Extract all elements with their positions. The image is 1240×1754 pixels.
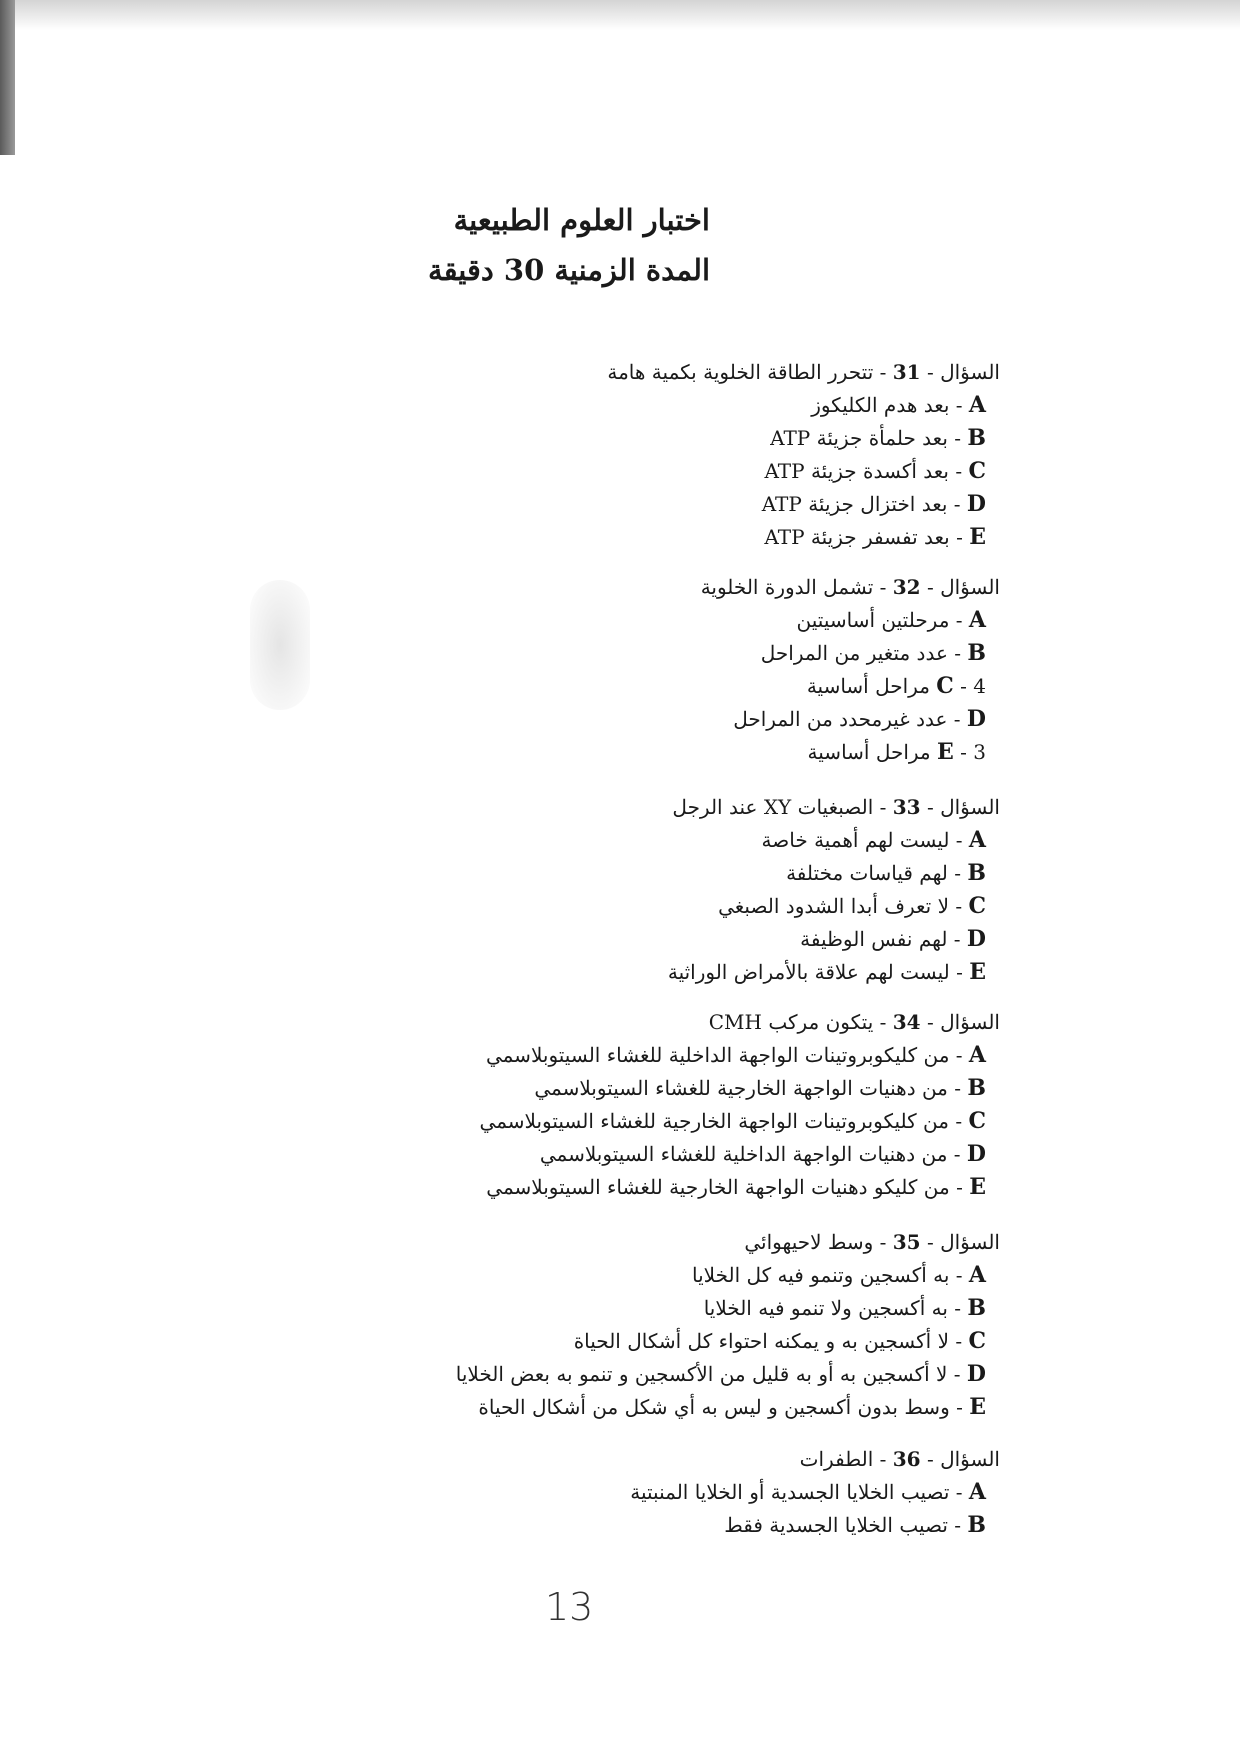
option-d[interactable]: D - بعد اختزال جزيئة ATP (761, 491, 986, 517)
option-b[interactable]: B - من دهنيات الواجهة الخارجية للغشاء السيتوبلاسمي (534, 1075, 986, 1101)
question-stem: السؤال - 32 - تشمل الدورة الخلوية (700, 575, 1000, 599)
option-c[interactable]: C - لا تعرف أبدا الشدود الصبغي (718, 893, 986, 919)
option-d[interactable]: D - لهم نفس الوظيفة (800, 926, 986, 952)
option-e[interactable]: E - وسط بدون أكسجين و ليس به أي شكل من أشكال الحياة (478, 1394, 986, 1420)
question-number: 36 (892, 1447, 921, 1471)
option-c[interactable]: C - بعد أكسدة جزيئة ATP (764, 458, 986, 484)
scan-top-edge (0, 0, 1240, 30)
option-b[interactable]: B - لهم قياسات مختلفة (786, 860, 986, 886)
question-number: 33 (892, 795, 921, 819)
question-stem: السؤال - 31 - تتحرر الطاقة الخلوية بكمية هامة (607, 360, 1000, 384)
option-a[interactable]: A - ليست لهم أهمية خاصة (761, 827, 986, 853)
question-stem: السؤال - 33 - الصبغيات XY عند الرجل (672, 795, 1000, 819)
option-b[interactable]: B - بعد حلمأة جزيئة ATP (770, 425, 986, 451)
option-a[interactable]: A - من كليكوبروتينات الواجهة الداخلية للغشاء السيتوبلاسمي (485, 1042, 986, 1068)
question-31 (607, 355, 1000, 554)
option-a[interactable]: A - به أكسجين وتنمو فيه كل الخلايا (691, 1262, 986, 1288)
question-33 (668, 790, 1000, 989)
option-c[interactable]: C - لا أكسجين به و يمكنه احتواء كل أشكال الحياة (573, 1328, 986, 1354)
question-34 (480, 1005, 1000, 1204)
question-number: 34 (892, 1010, 921, 1034)
option-e[interactable]: E - 3 مراحل أساسية (807, 739, 986, 765)
option-e[interactable]: E - ليست لهم علاقة بالأمراض الوراثية (667, 959, 986, 985)
option-b[interactable]: B - تصيب الخلايا الجسدية فقط (724, 1512, 986, 1538)
option-b[interactable]: B - به أكسجين ولا تنمو فيه الخلايا (703, 1295, 986, 1321)
question-number: 35 (892, 1230, 921, 1254)
option-a[interactable]: A - مرحلتين أساسيتين (796, 607, 986, 633)
option-d[interactable]: D - لا أكسجين به أو به قليل من الأكسجين و تنمو به بعض الخلايا (455, 1361, 986, 1387)
question-stem: السؤال - 35 - وسط لاحيهوائي (744, 1230, 1000, 1254)
question-35 (456, 1225, 1000, 1424)
option-d[interactable]: D - من دهنيات الواجهة الداخلية للغشاء السيتوبلاسمي (539, 1141, 986, 1167)
question-number: 31 (892, 360, 921, 384)
option-b[interactable]: B - عدد متغير من المراحل (760, 640, 986, 666)
page-number: 13 (545, 1585, 594, 1629)
scan-smudge (250, 580, 310, 710)
option-c[interactable]: C - من كليكوبروتينات الواجهة الخارجية للغشاء السيتوبلاسمي (479, 1108, 986, 1134)
option-e[interactable]: E - من كليكو دهنيات الواجهة الخارجية للغشاء السيتوبلاسمي (486, 1174, 986, 1200)
question-number: 32 (892, 575, 921, 599)
exam-duration: المدة الزمنية 30 دقيقة (428, 253, 710, 287)
question-36 (630, 1442, 1000, 1542)
scan-left-edge (0, 0, 15, 155)
option-d[interactable]: D - عدد غيرمحدد من المراحل (733, 706, 986, 732)
exam-title: اختبار العلوم الطبيعية (453, 203, 710, 237)
option-e[interactable]: E - بعد تفسفر جزيئة ATP (764, 524, 986, 550)
option-a[interactable]: A - بعد هدم الكليكوز (811, 392, 986, 418)
question-stem: السؤال - 34 - يتكون مركب CMH (708, 1010, 1000, 1034)
option-c[interactable]: C - 4 مراحل أساسية (806, 673, 986, 699)
question-stem: السؤال - 36 - الطفرات (799, 1447, 1000, 1471)
option-a[interactable]: A - تصيب الخلايا الجسدية أو الخلايا المنبتية (630, 1479, 986, 1505)
question-32 (701, 570, 1000, 769)
